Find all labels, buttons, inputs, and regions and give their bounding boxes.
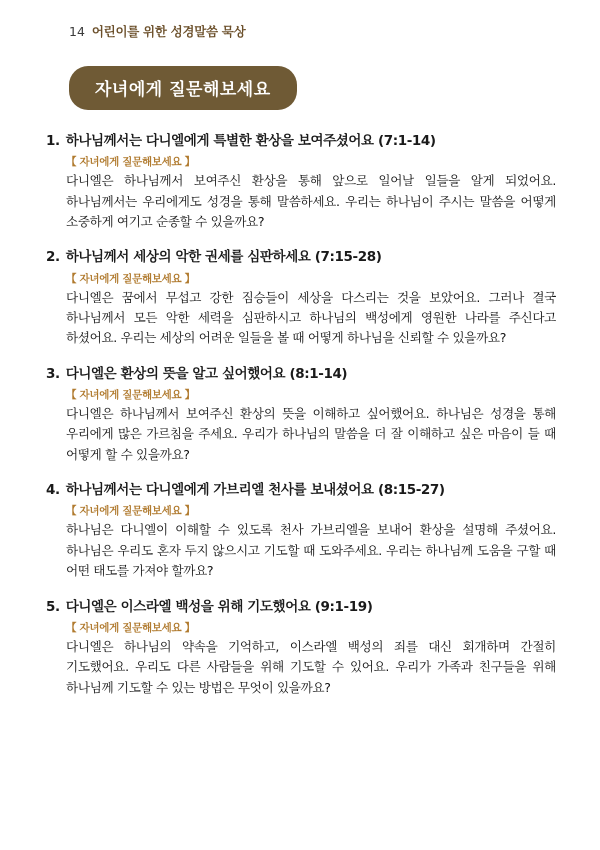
question-title: 다니엘은 환상의 뜻을 알고 싶어했어요 (8:1-14) — [65, 365, 348, 382]
question-tag: 【 자녀에게 질문해보세요 】 — [66, 156, 195, 169]
question-list — [44, 132, 556, 698]
question-body — [46, 387, 556, 465]
question-heading — [46, 598, 556, 616]
banner-container — [44, 66, 556, 110]
question-tag: 【 자녀에게 질문해보세요 】 — [66, 272, 195, 285]
header-title: 어린이를 위한 성경말씀 묵상 — [91, 24, 246, 39]
question-title: 하나님께서는 다니엘에게 특별한 환상을 보여주셨어요 (7:1-14) — [65, 133, 436, 149]
question-item — [46, 481, 556, 581]
question-heading — [46, 248, 556, 266]
question-number: 2. — [46, 249, 60, 266]
question-item — [46, 598, 556, 698]
page-number: 14 — [69, 24, 85, 39]
question-tag: 【 자녀에게 질문해보세요 】 — [66, 621, 195, 634]
question-item — [46, 365, 556, 465]
question-title: 다니엘은 이스라엘 백성을 위해 기도했어요 (9:1-19) — [65, 598, 373, 615]
question-paragraph: 다니엘은 하나님께서 보여주신 환상의 뜻을 이해하고 싶어했어요. 하나님은 성경을 통해 우리에게 많은 가르침을 주세요. 우리가 하나님의 말씀을 더 잘 이해하고 싶은 마음이 들 때 어떻게 할 수 있을까요? — [66, 406, 556, 462]
question-item — [46, 248, 556, 348]
question-paragraph: 다니엘은 꿈에서 무섭고 강한 짐승들이 세상을 다스리는 것을 보았어요. 그러나 결국 하나님께서 모든 악한 세력을 심판하시고 하나님의 백성에게 영원한 나라를 주신다고 하셨어요. 우리는 세상의 어려운 일들을 볼 때 어떻게 하나님을 신뢰할 수 있을까요? — [66, 289, 556, 346]
question-body — [46, 154, 556, 232]
section-banner: 자녀에게 질문해보세요 — [69, 66, 297, 110]
question-title: 하나님께서 세상의 악한 권세를 심판하세요 (7:15-28) — [65, 249, 382, 266]
question-paragraph: 다니엘은 하나님께서 보여주신 환상을 통해 앞으로 일어날 일들을 알게 되었어요. 하나님께서는 우리에게도 성경을 통해 말씀하세요. 우리는 하나님이 주시는 말씀을 어떻게 소중하게 여기고 순종할 수 있을까요? — [66, 173, 556, 229]
question-body — [46, 503, 556, 581]
question-body — [46, 620, 556, 698]
question-title: 하나님께서는 다니엘에게 가브리엘 천사를 보내셨어요 (8:15-27) — [65, 482, 445, 499]
question-heading — [46, 365, 556, 383]
question-paragraph: 하나님은 다니엘이 이해할 수 있도록 천사 가브리엘을 보내어 환상을 설명해 주셨어요. 하나님은 우리도 혼자 두지 않으시고 기도할 때 도와주세요. 우리는 하나님께 도움을 구할 때 어떤 태도를 가져야 할까요? — [66, 522, 556, 579]
page-header — [44, 22, 556, 40]
question-number: 1. — [46, 133, 60, 149]
question-item — [46, 132, 556, 232]
question-tag: 【 자녀에게 질문해보세요 】 — [66, 389, 195, 401]
question-tag: 【 자녀에게 질문해보세요 】 — [66, 505, 195, 518]
question-heading — [46, 481, 556, 499]
question-paragraph: 다니엘은 하나님의 약속을 기억하고, 이스라엘 백성의 죄를 대신 회개하며 간절히 기도했어요. 우리도 다른 사람들을 위해 기도할 수 있어요. 우리가 가족과 친구들을 위해 하나님께 기도할 수 있는 방법은 무엇이 있을까요? — [66, 638, 556, 695]
question-body — [46, 271, 556, 349]
question-number: 4. — [46, 482, 60, 499]
question-number: 5. — [46, 598, 60, 615]
question-number: 3. — [46, 365, 60, 382]
question-heading — [46, 132, 556, 150]
